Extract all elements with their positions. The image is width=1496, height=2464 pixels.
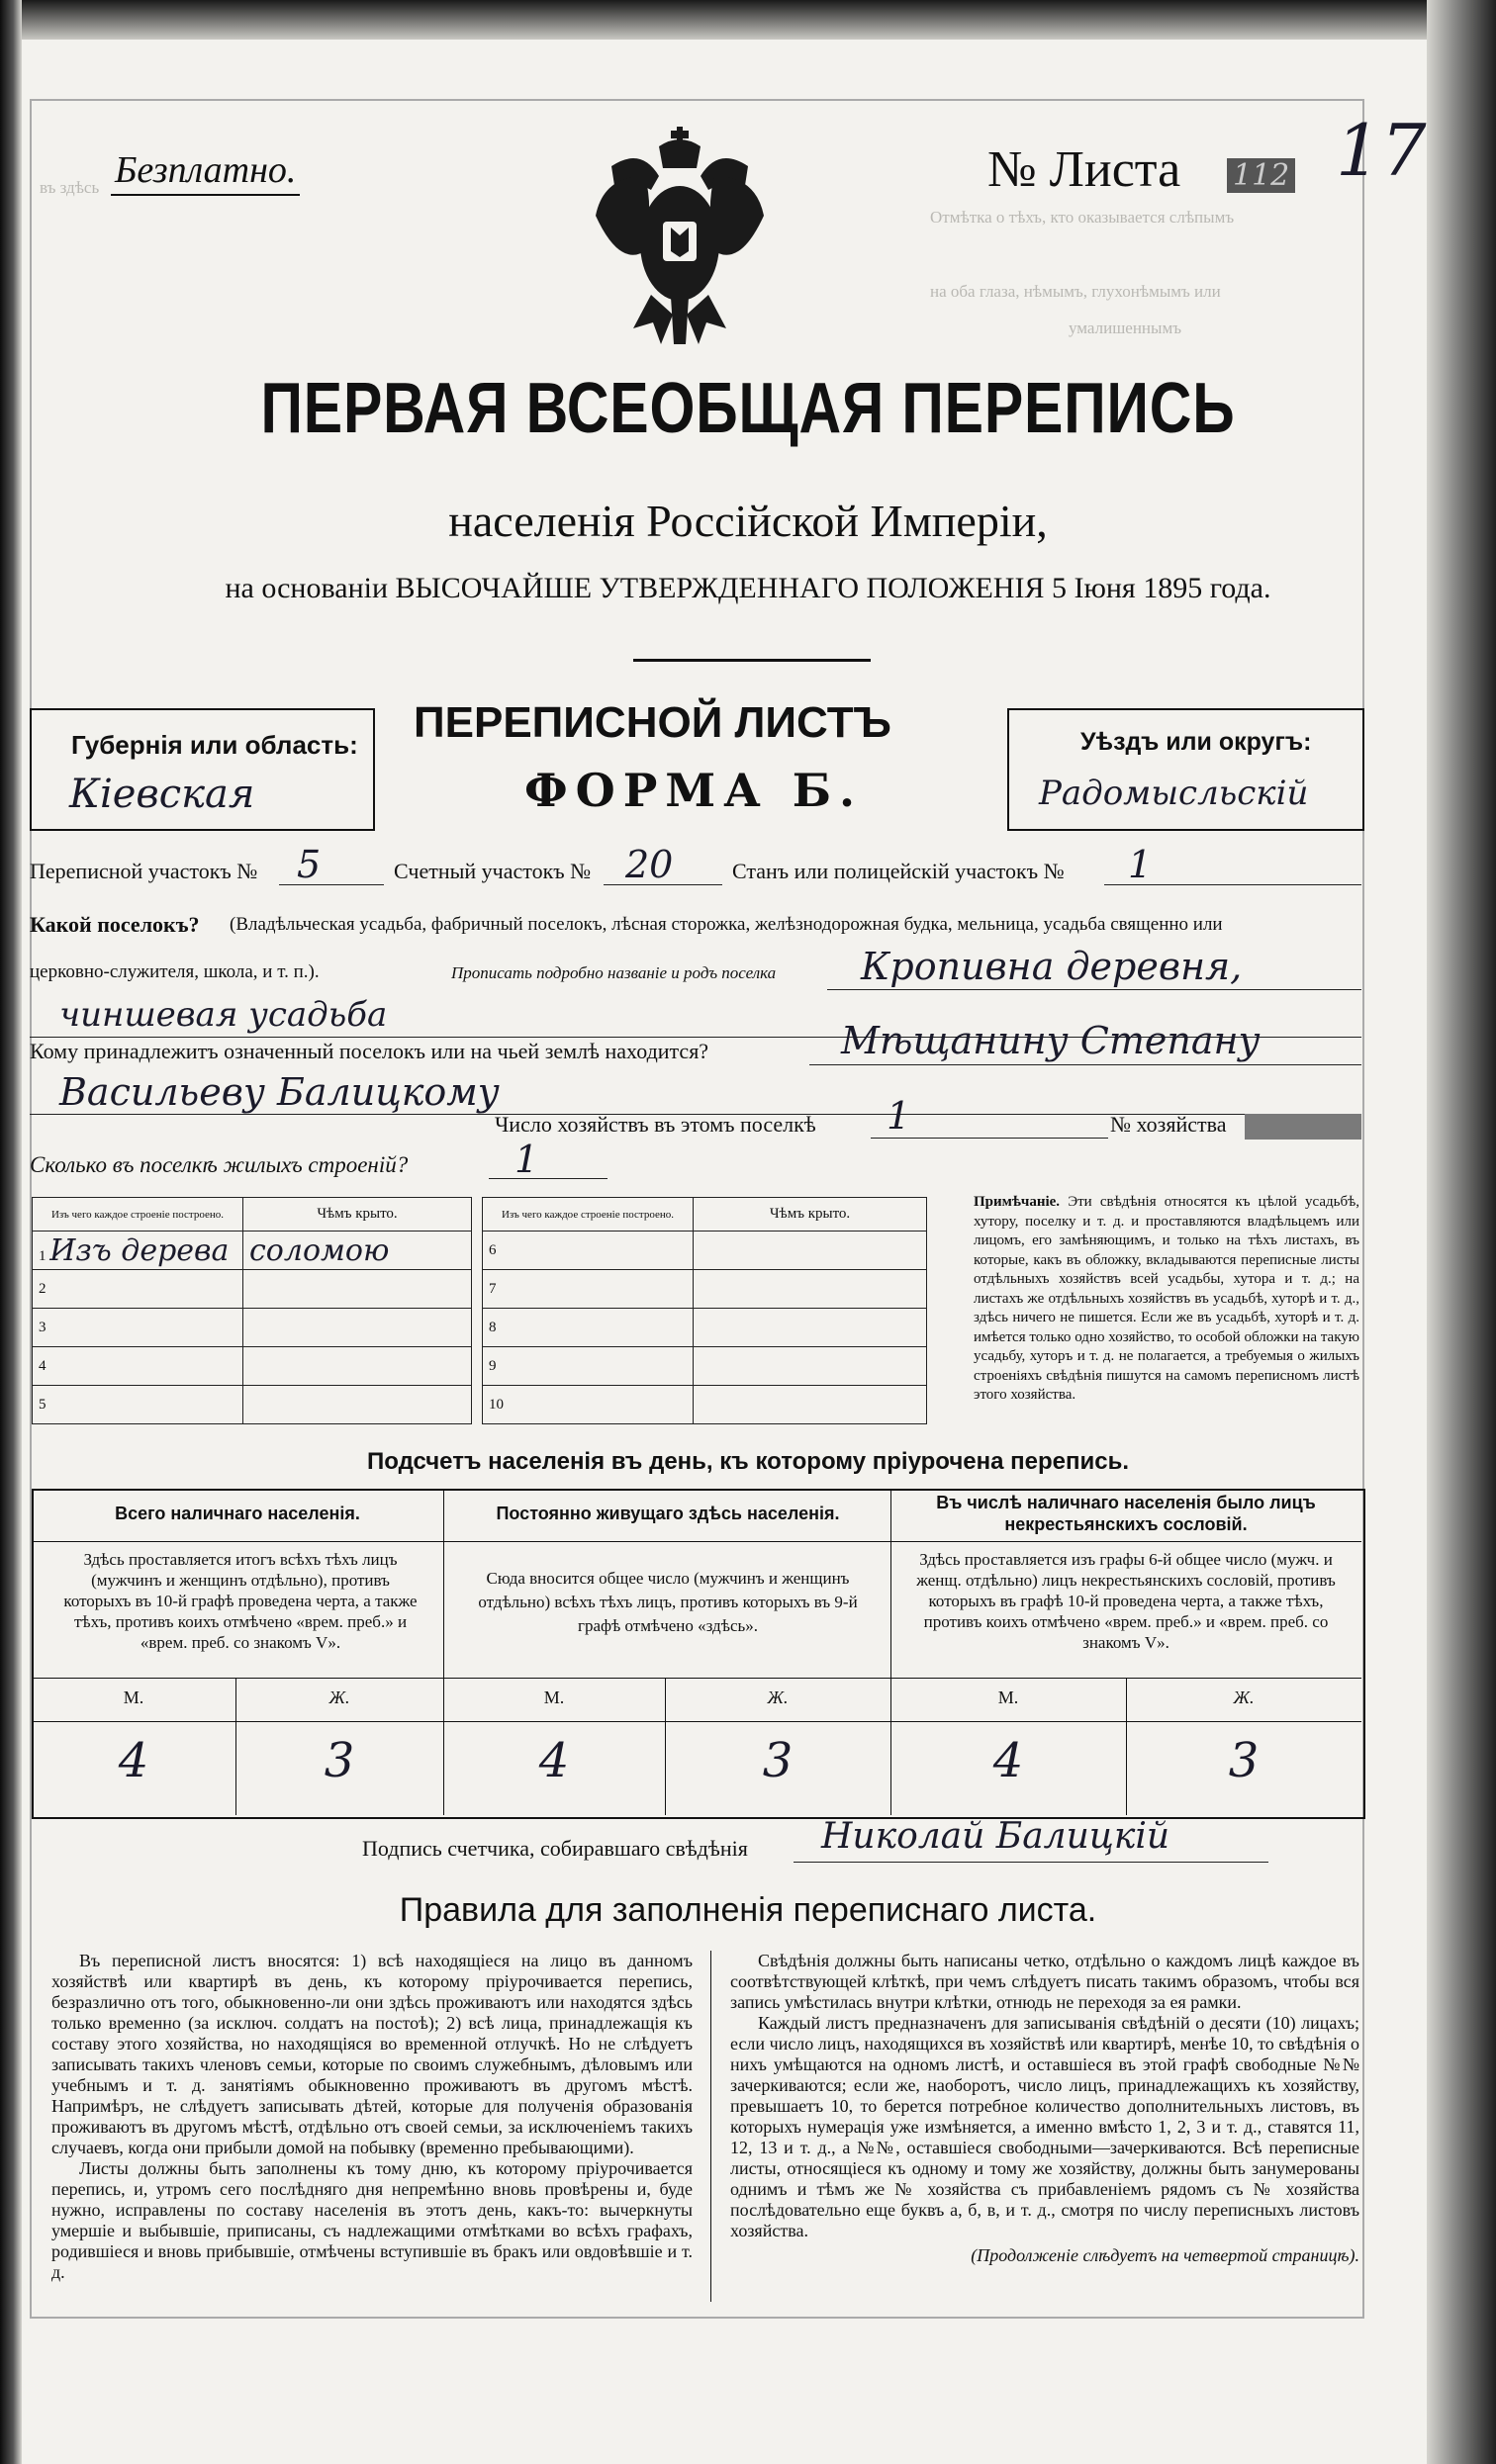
owner-line-1 bbox=[809, 1064, 1361, 1065]
count-area-value: 20 bbox=[625, 843, 674, 886]
female-label: Ж. bbox=[1233, 1688, 1255, 1707]
stan-value: 1 bbox=[1128, 843, 1153, 886]
signature-label: Подпись счетчика, собиравшаго свѣдѣнія bbox=[362, 1836, 748, 1861]
col-material-header: Изъ чего каждое строеніе построено. bbox=[33, 1198, 243, 1232]
building-row: 6 bbox=[483, 1232, 694, 1270]
building-roof bbox=[694, 1347, 927, 1386]
owner-value-2: Васильеву Балицкому bbox=[59, 1070, 500, 1114]
province-label: Губернія или область: bbox=[71, 730, 358, 760]
census-area-value: 5 bbox=[297, 843, 322, 886]
building-roof bbox=[694, 1232, 927, 1270]
col-roof-header: Чѣмъ крыто. bbox=[243, 1198, 472, 1232]
building-row: 4 bbox=[33, 1347, 243, 1386]
count-value: 4 bbox=[538, 1733, 570, 1788]
row-number: 1 bbox=[39, 1247, 47, 1264]
building-roof: соломою bbox=[243, 1232, 472, 1270]
households-line bbox=[871, 1138, 1108, 1139]
district-label: Уѣздъ или округъ: bbox=[1080, 728, 1312, 756]
settlement-hint-cont: церковно-служителя, школа, и т. п.). bbox=[30, 961, 320, 982]
household-number-stamp bbox=[1245, 1114, 1361, 1140]
female-label: Ж. bbox=[767, 1688, 789, 1707]
title-rule bbox=[633, 659, 871, 662]
building-row: 2 bbox=[33, 1270, 243, 1309]
settlement-value-2: чиншевая усадьба bbox=[59, 995, 388, 1035]
province-value: Кіевская bbox=[69, 772, 255, 817]
census-title: ПЕРВАЯ ВСЕОБЩАЯ ПЕРЕПИСЬ bbox=[260, 369, 1236, 448]
census-area-line bbox=[279, 884, 384, 885]
building-row bbox=[33, 1232, 243, 1270]
bleed-text: въ здѣсь bbox=[40, 178, 100, 197]
household-number-label: № хозяйства bbox=[1110, 1112, 1227, 1137]
building-roof bbox=[694, 1309, 927, 1347]
count-col2-text: Сюда вносится общее число (мужчинъ и женщинъ отдѣльно) всѣхъ тѣхъ лицъ, противъ которыхъ въ 9-й графѣ отмѣчено «здѣсь». bbox=[478, 1569, 858, 1635]
rules-title: Правила для заполненія переписнаго листа. bbox=[399, 1891, 1097, 1929]
district-value: Радомысльскій bbox=[1039, 774, 1309, 813]
sheet-number-value: 112 bbox=[1227, 158, 1295, 193]
count-col3-title: Въ числѣ наличнаго населенія было лицъ некрестьянскихъ сословій. bbox=[936, 1493, 1316, 1534]
buildings-line bbox=[489, 1178, 608, 1179]
census-basis: на основаніи ВЫСОЧАЙШЕ УТВЕРЖДЕННАГО ПОЛОЖЕНІЯ 5 Іюня 1895 года. bbox=[225, 572, 1271, 604]
count-value-rule bbox=[32, 1721, 1361, 1722]
form-title: ПЕРЕПИСНОЙ ЛИСТЪ bbox=[414, 698, 891, 747]
signature-line bbox=[794, 1862, 1268, 1863]
count-col3-text: Здѣсь проставляется изъ графы 6-й общее число (мужч. и женщ. отдѣльно) лицъ некрестьянскихъ сословій, противъ которыхъ въ графѣ 10-й проведена черта, а также тѣхъ, противъ коихъ отмѣчено «врем. преб.» и «врем. преб. со знакомъ V». bbox=[916, 1550, 1336, 1652]
note-text: Эти свѣдѣнія относятся къ цѣлой усадьбѣ, хутору, поселку и т. д. и проставляются владѣльцемъ или лицомъ, его замѣняющимъ, и только на тѣхъ листахъ, въ которые, какъ въ обложку, вкладываются переписные листы отдѣльныхъ хозяйствъ всей усадьбы, хутора и т. д.; на листахъ же отдѣльныхъ хозяйствъ въ усадьбѣ, хуторѣ и т. д., здѣсь ничего не пишется. Если же въ усадьбѣ, хуторѣ и т. д. имѣется только одно хозяйство, то особой обложки на такую усадьбу, хуторъ и т. д. не полагается, а требуемыя о жилыхъ строеніяхъ свѣдѣнія пишутся на самомъ переписномъ листѣ этого хозяйства. bbox=[974, 1194, 1360, 1403]
note-label: Примѣчаніе. bbox=[974, 1194, 1061, 1210]
census-subtitle: населенія Россійской Имперіи, bbox=[448, 496, 1048, 546]
rules-paragraph: Листы должны быть заполнены къ тому дню, къ которому пріурочивается перепись, и, утромъ сего послѣдняго дня непремѣнно вновь провѣрены и, буде нужно, исправлены по составу населенія въ этотъ день, какъ-то: вычеркнуты умершіе и выбывшіе, приписаны, съ надлежащими отмѣтками во всѣхъ графахъ, родившіеся и вновь прибывшіе, отмѣчены вступившіе въ бракъ или овдовѣвшіе и т. д. bbox=[51, 2158, 693, 2282]
scan-edge-top bbox=[0, 0, 1496, 40]
building-row: 7 bbox=[483, 1270, 694, 1309]
settlement-value-1: Кропивна деревня, bbox=[861, 945, 1243, 988]
buildings-value: 1 bbox=[514, 1138, 539, 1181]
buildings-table-left bbox=[32, 1197, 472, 1424]
building-row: 3 bbox=[33, 1309, 243, 1347]
settlement-question: Какой поселокъ? bbox=[30, 912, 200, 937]
male-label: М. bbox=[997, 1688, 1019, 1707]
buildings-label: Сколько въ поселкѣ жилыхъ строеній? bbox=[30, 1152, 409, 1177]
sheet-number-label: № Листа bbox=[987, 141, 1181, 198]
building-roof bbox=[243, 1386, 472, 1424]
census-area-label: Переписной участокъ № bbox=[30, 859, 258, 883]
settlement-instruction: Прописать подробно названіе и родъ поселка bbox=[451, 963, 777, 982]
scan-edge-left bbox=[0, 0, 22, 2464]
bleed-text: Отмѣтка о тѣхъ, кто оказывается слѣпымъ bbox=[930, 208, 1235, 227]
male-label: М. bbox=[123, 1688, 144, 1707]
rules-right-column bbox=[730, 1951, 1359, 2266]
bleed-text: умалишеннымъ bbox=[1069, 319, 1181, 337]
archive-number: 17 bbox=[1336, 109, 1427, 192]
owner-value-1: Мѣщанину Степану bbox=[841, 1019, 1261, 1062]
male-label: М. bbox=[543, 1688, 565, 1707]
signature-value: Николай Балицкій bbox=[821, 1816, 1170, 1857]
col-material-header: Изъ чего каждое строеніе построено. bbox=[483, 1198, 694, 1232]
rules-paragraph: Свѣдѣнія должны быть написаны четко, отдѣльно о каждомъ лицѣ каждое въ соотвѣтствующей клѣткѣ, при чемъ слѣдуетъ писать такимъ образомъ, чтобы вся запись умѣстилась внутри клѣтки, отнюдь не переходя за ея рамки. bbox=[730, 1951, 1359, 2012]
building-material: Изъ дерева bbox=[49, 1232, 230, 1268]
free-label: Безплатно. bbox=[111, 148, 300, 196]
bleed-text: на оба глаза, нѣмымъ, глухонѣмымъ или bbox=[930, 282, 1221, 301]
double-headed-eagle-icon bbox=[592, 127, 768, 359]
count-col1-text: Здѣсь проставляется итогъ всѣхъ тѣхъ лицъ (мужчинъ и женщинъ отдѣльно), противъ которыхъ въ 10-й графѣ проведена черта, а также тѣхъ, противъ коихъ отмѣчено «врем. преб.» и «врем. преб. со знакомъ V». bbox=[63, 1550, 418, 1652]
rules-divider bbox=[710, 1951, 711, 2302]
count-header-rule bbox=[32, 1541, 1361, 1542]
count-col1-title: Всего наличнаго населенія. bbox=[115, 1504, 360, 1523]
buildings-table-right bbox=[482, 1197, 927, 1424]
rules-left-column bbox=[51, 1951, 693, 2283]
stan-label: Станъ или полицейскій участокъ № bbox=[732, 859, 1065, 883]
count-value: 3 bbox=[1228, 1733, 1260, 1788]
building-row: 5 bbox=[33, 1386, 243, 1424]
note-block bbox=[974, 1193, 1359, 1406]
count-mf-rule bbox=[32, 1678, 1361, 1679]
settlement-hint: (Владѣльческая усадьба, фабричный поселокъ, лѣсная сторожка, желѣзнодорожная будка, мельница, усадьба священно или bbox=[230, 914, 1223, 935]
count-col2-title: Постоянно живущаго здѣсь населенія. bbox=[496, 1504, 840, 1523]
building-roof bbox=[243, 1347, 472, 1386]
building-roof bbox=[243, 1309, 472, 1347]
building-row: 10 bbox=[483, 1386, 694, 1424]
rules-paragraph: Каждый листъ предназначенъ для записыванія свѣдѣній о десяти (10) лицахъ; если число лицъ, находящихся въ хозяйствѣ или квартирѣ, менѣе 10, то свѣдѣнія о нихъ умѣщаются на одномъ листѣ, и оставшіеся въ этой графѣ свободные №№ зачеркиваются; если же, наоборотъ, число лицъ, принадлежащихъ къ хозяйству, превышаетъ 10, то берется потребное количество дополнительныхъ листовъ, въ которыхъ нумерація уже измѣняется, а именно вмѣсто 1, 2, 3 и т. д., ставятся 11, 12, 13 и т. д., а №№, оставшіеся свободными—зачеркиваются. Всѣ переписные листы, относящіеся къ одному и тому же хозяйству, должны быть занумерованы однимъ и тѣмъ же № хозяйства съ прибавленіемъ рядомъ съ № хозяйства послѣдовательно еще буквъ а, б, в, и т. д., смотря по числу переписныхъ листовъ хозяйства. bbox=[730, 2013, 1359, 2240]
count-title: Подсчетъ населенія въ день, къ которому пріурочена перепись. bbox=[367, 1448, 1129, 1475]
rules-continued: (Продолженіе слѣдуетъ на четвертой страницѣ). bbox=[971, 2245, 1359, 2265]
building-roof bbox=[694, 1386, 927, 1424]
col-roof-header: Чѣмъ крыто. bbox=[694, 1198, 927, 1232]
owner-question: Кому принадлежитъ означенный поселокъ или на чьей землѣ находится? bbox=[30, 1039, 709, 1063]
settlement-line-1 bbox=[827, 989, 1361, 990]
rules-paragraph: Въ переписной листъ вносятся: 1) всѣ находящіеся на лицо въ данномъ хозяйствѣ или квартирѣ въ день, къ которому пріурочивается перепись, безразлично отъ того, обыкновенно-ли они здѣсь проживаютъ или находятся здѣсь только временно (за исключ. солдатъ на постоѣ); 2) всѣ лица, принадлежащія къ составу этого хозяйства, но находящіяся во временной отлучкѣ. Но не слѣдуетъ записывать такихъ членовъ семьи, которые по своимъ служебнымъ, дѣловымъ или учебнымъ и т. д. занятіямъ обыкновенно проживаютъ въ другомъ мѣстѣ. Напримѣръ, не слѣдуетъ записывать дѣтей, которые для полученія образованія проживаютъ въ другомъ мѣстѣ, отдѣльно отъ своей семьи, за исключеніемъ такихъ случаевъ, когда они прибыли домой на побывку (временно пребывающими). bbox=[51, 1951, 693, 2157]
building-row: 8 bbox=[483, 1309, 694, 1347]
building-roof bbox=[243, 1270, 472, 1309]
scan-edge-right bbox=[1427, 0, 1496, 2464]
count-value: 3 bbox=[762, 1733, 794, 1788]
count-value: 4 bbox=[992, 1733, 1024, 1788]
building-roof bbox=[694, 1270, 927, 1309]
households-value: 1 bbox=[887, 1094, 911, 1138]
building-row: 9 bbox=[483, 1347, 694, 1386]
female-label: Ж. bbox=[328, 1688, 350, 1707]
count-area-label: Счетный участокъ № bbox=[394, 859, 592, 883]
households-label: Число хозяйствъ въ этомъ поселкѣ bbox=[495, 1112, 816, 1137]
count-value: 4 bbox=[118, 1733, 149, 1788]
form-name: ФОРМА Б. bbox=[524, 764, 864, 817]
count-value: 3 bbox=[324, 1733, 355, 1788]
